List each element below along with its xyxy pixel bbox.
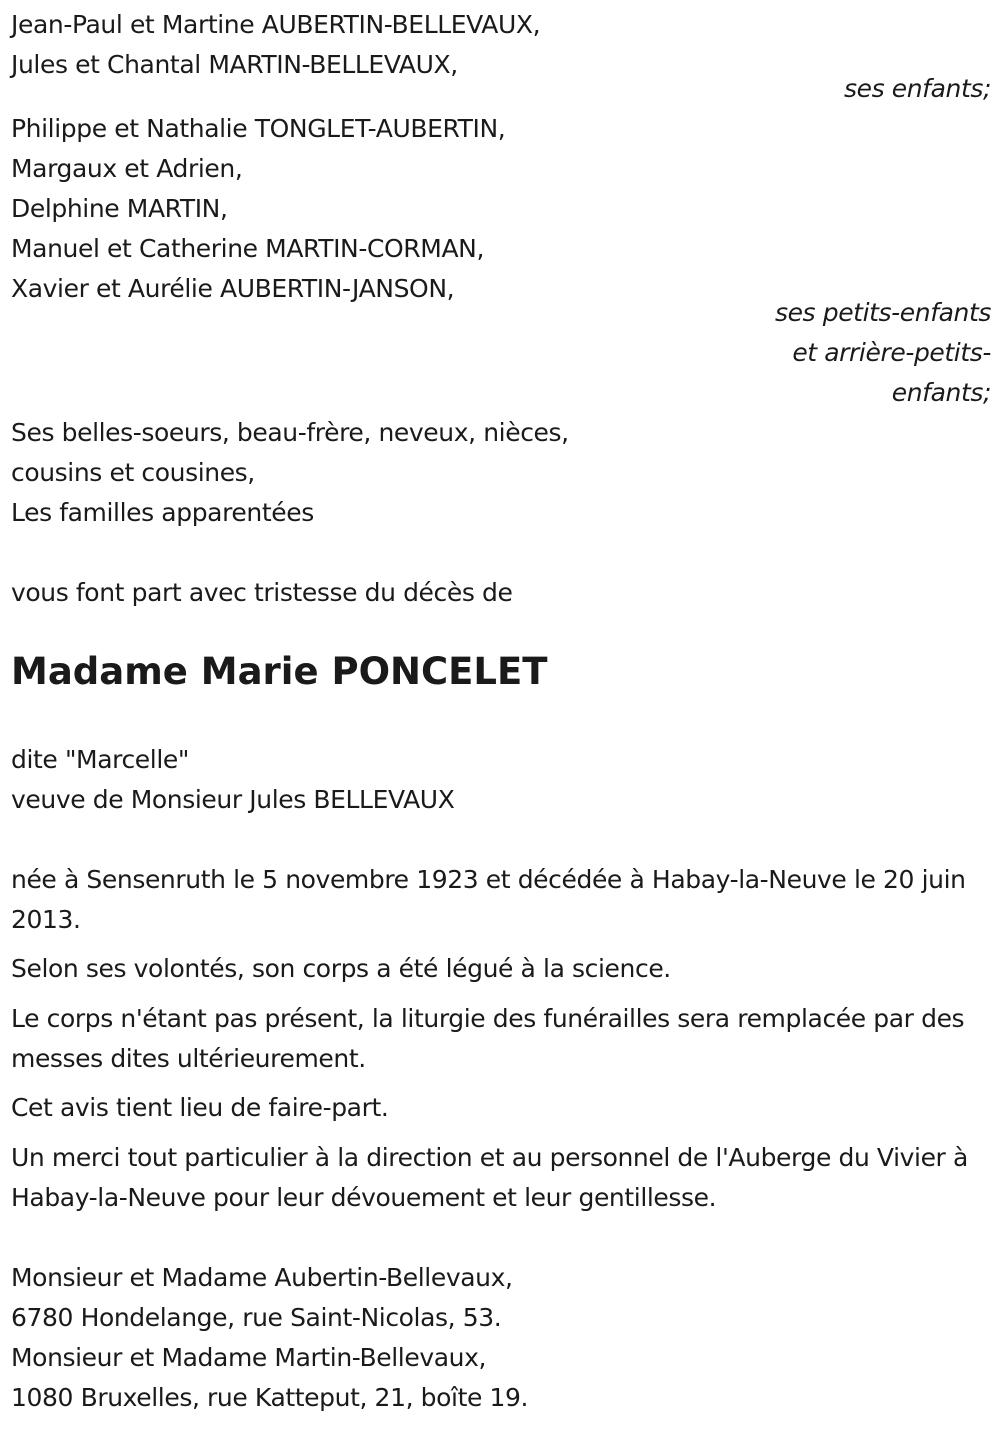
contact-line-4: 1080 Bruxelles, rue Katteput, 21, boîte 19.: [11, 1383, 529, 1412]
notice-paragraph: Cet avis tient lieu de faire-part.: [11, 1093, 389, 1122]
nickname: dite "Marcelle": [11, 745, 189, 774]
grandchildren-label-line-2: et arrière-petits-: [792, 338, 991, 367]
widow-of: veuve de Monsieur Jules BELLEVAUX: [11, 785, 455, 814]
grandchildren-line-3: Delphine MARTIN,: [11, 194, 228, 223]
announcement: vous font part avec tristesse du décès de: [11, 578, 513, 607]
deceased-name: Madame Marie PONCELET: [11, 650, 548, 693]
contact-line-1: Monsieur et Madame Aubertin-Bellevaux,: [11, 1263, 513, 1292]
contact-line-3: Monsieur et Madame Martin-Bellevaux,: [11, 1343, 487, 1372]
thanks-paragraph: Un merci tout particulier à la direction et au personnel de l'Auberge du Vivier à Habay-la-Neuve pour leur dévouement et leur gentillesse.: [11, 1143, 968, 1212]
liturgy-paragraph: Le corps n'étant pas présent, la liturgie des funérailles sera remplacée par des messes dites ultérieurement.: [11, 1004, 965, 1073]
grandchildren-line-5: Xavier et Aurélie AUBERTIN-JANSON,: [11, 274, 455, 303]
grandchildren-label-line-3: enfants;: [891, 378, 991, 407]
grandchildren-line-2: Margaux et Adrien,: [11, 154, 243, 183]
grandchildren-line-1: Philippe et Nathalie TONGLET-AUBERTIN,: [11, 114, 506, 143]
grandchildren-line-4: Manuel et Catherine MARTIN-CORMAN,: [11, 234, 484, 263]
science-paragraph: Selon ses volontés, son corps a été légué à la science.: [11, 954, 671, 983]
grandchildren-label-line-1: ses petits-enfants: [774, 298, 991, 327]
relatives-line-2: cousins et cousines,: [11, 458, 255, 487]
relatives-line-1: Ses belles-soeurs, beau-frère, neveux, nièces,: [11, 418, 569, 447]
contact-line-2: 6780 Hondelange, rue Saint-Nicolas, 53.: [11, 1303, 502, 1332]
children-label: ses enfants;: [843, 74, 991, 103]
relatives-line-3: Les familles apparentées: [11, 498, 314, 527]
children-line-1: Jean-Paul et Martine AUBERTIN-BELLEVAUX,: [11, 10, 541, 39]
birth-death-paragraph: née à Sensenruth le 5 novembre 1923 et décédée à Habay-la-Neuve le 20 juin 2013.: [11, 865, 966, 934]
children-line-2: Jules et Chantal MARTIN-BELLEVAUX,: [11, 50, 458, 79]
